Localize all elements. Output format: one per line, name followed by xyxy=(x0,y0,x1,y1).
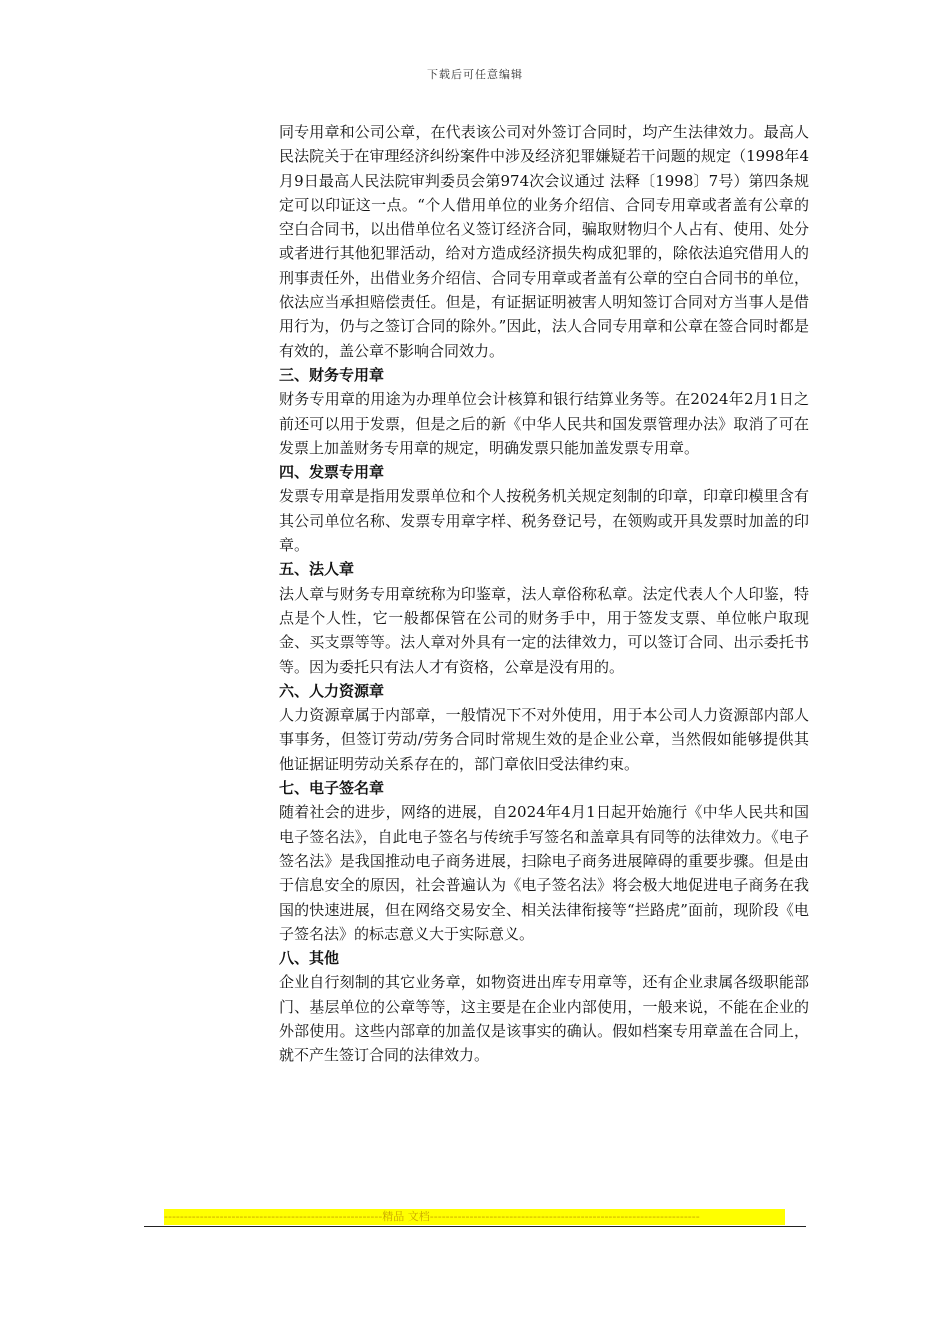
paragraph-hr-seal: 人力资源章属于内部章，一般情况下不对外使用，用于本公司人力资源部内部人事事务，但签订劳动/劳务合同时常规生效的是企业公章，当然假如能够提供其他证据证明劳动关系存在的，部门章依旧受法律约束。 xyxy=(279,706,809,773)
page-header: 下载后可任意编辑 xyxy=(427,68,523,81)
paragraph-contract-seal: 同专用章和公司公章，在代表该公司对外签订合同时，均产生法律效力。最高人民法院关于在审理经济纠纷案件中涉及经济犯罪嫌疑若干问题的规定（1998年4月9日最高人民法院审判委员会第974次会议通过 法释〔1998〕7号）第四条规定可以印证这一点。“个人借用单位的业务介绍信、合同专用章或者盖有公章的空白合同书，以出借单位名义签订经济合同，骗取财物归个人占有、使用、处分或者进行其他犯罪活动，给对方造成经济损失构成犯罪的，除依法追究借用人的刑事责任外，出借业务介绍信、合同专用章或者盖有公章的空白合同书的单位，依法应当承担赔偿责任。但是，有证据证明被害人明知签订合同对方当事人是借用行为，仍与之签订合同的除外。”因此，法人合同专用章和公章在签合同时都是有效的，盖公章不影响合同效力。 xyxy=(279,123,809,360)
paragraph-e-signature-seal: 随着社会的进步，网络的进展，自2024年4月1日起开始施行《中华人民共和国电子签名法》，自此电子签名与传统手写签名和盖章具有同等的法律效力。《电子签名法》是我国推动电子商务进展，扫除电子商务进展障碍的重要步骤。但是由于信息安全的原因，社会普遍认为《电子签名法》将会极大地促进电子商务在我国的快速进展，但在网络交易安全、相关法律衔接等“拦路虎”面前，现阶段《电子签名法》的标志意义大于实际意义。 xyxy=(279,803,809,943)
footer-divider xyxy=(144,1226,806,1227)
footer-banner: -------------------------------------------------------精品 文档-------------------------------------------------------------------- xyxy=(164,1209,785,1225)
heading-legal-rep-seal: 五、法人章 xyxy=(279,560,355,579)
heading-other-seals: 八、其他 xyxy=(279,949,340,968)
paragraph-finance-seal: 财务专用章的用途为办理单位会计核算和银行结算业务等。在2024年2月1日之前还可以用于发票，但是之后的新《中华人民共和国发票管理办法》取消了可在发票上加盖财务专用章的规定，明确发票只能加盖发票专用章。 xyxy=(279,390,809,457)
paragraph-legal-rep-seal: 法人章与财务专用章统称为印鉴章，法人章俗称私章。法定代表人个人印鉴，特点是个人性，它一般都保管在公司的财务手中，用于签发支票、单位帐户取现金、买支票等等。法人章对外具有一定的法律效力，可以签订合同、出示委托书等。因为委托只有法人才有资格，公章是没有用的。 xyxy=(279,584,809,676)
heading-invoice-seal: 四、发票专用章 xyxy=(279,463,385,482)
document-body xyxy=(279,120,809,1068)
heading-finance-seal: 三、财务专用章 xyxy=(279,365,385,384)
heading-hr-seal: 六、人力资源章 xyxy=(279,681,385,700)
paragraph-other-seals: 企业自行刻制的其它业务章，如物资进出库专用章等，还有企业隶属各级职能部门、基层单位的公章等等，这主要是在企业内部使用，一般来说，不能在企业的外部使用。这些内部章的加盖仅是该事实的确认。假如档案专用章盖在合同上，就不产生签订合同的法律效力。 xyxy=(279,973,809,1065)
paragraph-invoice-seal: 发票专用章是指用发票单位和个人按税务机关规定刻制的印章，印章印模里含有其公司单位名称、发票专用章字样、税务登记号，在领购或开具发票时加盖的印章。 xyxy=(279,487,809,555)
heading-e-signature-seal: 七、电子签名章 xyxy=(279,779,385,798)
